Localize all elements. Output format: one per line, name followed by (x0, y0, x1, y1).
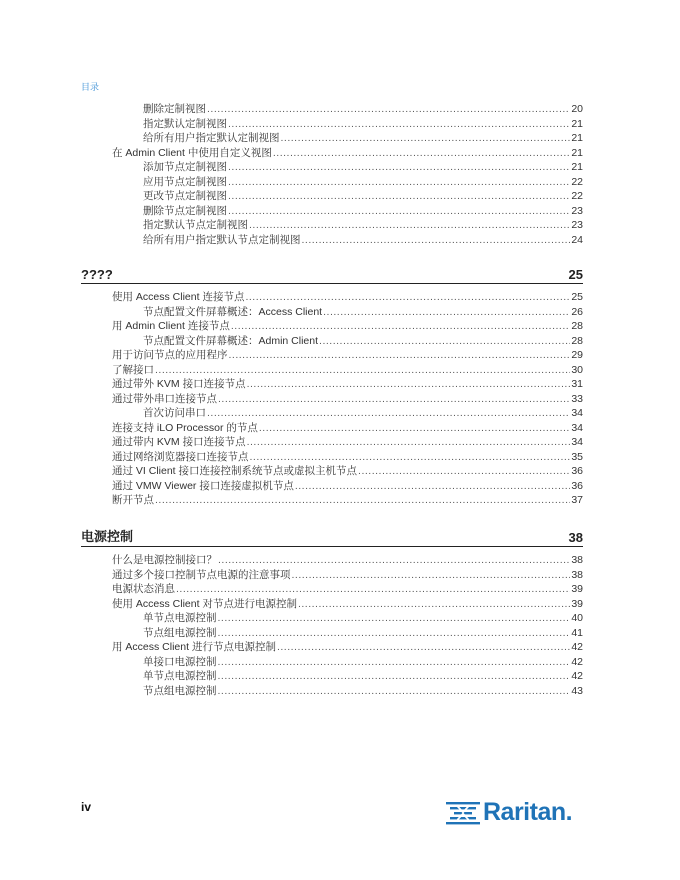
running-header: 目录 (81, 82, 100, 92)
toc-entry[interactable]: 首次访问串口 ..... 34 (143, 406, 583, 421)
toc-entry[interactable]: 电源状态消息 ..... 39 (112, 582, 583, 597)
toc-entry[interactable]: 了解接口 ..... 30 (112, 363, 583, 378)
raritan-logo-text: Raritan. (483, 798, 573, 826)
toc-entry[interactable]: 单节点电源控制 ..... 40 (143, 611, 583, 626)
toc-entry[interactable]: 在 Admin Client 中使用自定义视图 ..... 21 (112, 146, 583, 161)
toc-entry[interactable]: 通过网络浏览器接口连接节点 ..... 35 (112, 450, 583, 465)
toc-entry[interactable]: 给所有用户指定默认定制视图 ..... 21 (143, 131, 583, 146)
toc-entry[interactable]: 用 Admin Client 连接节点 ..... 28 (112, 319, 583, 334)
toc-entry[interactable]: 通过带外 KVM 接口连接节点 ..... 31 (112, 377, 583, 392)
toc-entry[interactable]: 单接口电源控制 ..... 42 (143, 655, 583, 670)
section-page: 38 (568, 530, 583, 545)
section-title: 电源控制 (81, 529, 134, 544)
toc-entry[interactable]: 给所有用户指定默认节点定制视图 ..... 24 (143, 233, 583, 248)
toc-entry[interactable]: 断开节点 ..... 37 (112, 493, 583, 508)
toc-entry[interactable]: 使用 Access Client 对节点进行电源控制 ..... 39 (112, 597, 583, 612)
toc-entry[interactable]: 节点配置文件屏幕概述：Access Client ..... 26 (143, 305, 583, 320)
toc-entry[interactable]: 通过 VMW Viewer 接口连接虚拟机节点 ..... 36 (112, 479, 583, 494)
toc-entry[interactable]: 什么是电源控制接口？ ..... 38 (112, 553, 583, 568)
section-title: ???? (81, 267, 113, 282)
raritan-logo-icon (446, 799, 480, 827)
toc-entry[interactable]: 节点组电源控制 ..... 41 (143, 626, 583, 641)
toc-entry[interactable]: 单节点电源控制 ..... 42 (143, 669, 583, 684)
section-heading[interactable] (81, 264, 583, 284)
section-page: 25 (568, 267, 583, 282)
toc-entry[interactable]: 指定默认定制视图 ..... 21 (143, 117, 583, 132)
toc-entry[interactable]: 通过带外串口连接节点 ..... 33 (112, 392, 583, 407)
toc-entry[interactable]: 连接支持 iLO Processor 的节点 ..... 34 (112, 421, 583, 436)
toc-entry[interactable]: 通过 VI Client 接口连接控制系统节点或虚拟主机节点 ..... 36 (112, 464, 583, 479)
toc-entry[interactable]: 节点组电源控制 ..... 43 (143, 684, 583, 699)
toc-entry[interactable]: 节点配置文件屏幕概述：Admin Client ..... 28 (143, 334, 583, 349)
toc-entry[interactable]: 删除定制视图 ..... 20 (143, 102, 583, 117)
raritan-logo (446, 798, 572, 827)
toc-entry[interactable]: 用 Access Client 进行节点电源控制 ..... 42 (112, 640, 583, 655)
toc-entry[interactable]: 通过带内 KVM 接口连接节点 ..... 34 (112, 435, 583, 450)
toc-entry[interactable]: 更改节点定制视图 ..... 22 (143, 189, 583, 204)
toc-entry[interactable]: 用于访问节点的应用程序 ..... 29 (112, 348, 583, 363)
toc-entry[interactable]: 通过多个接口控制节点电源的注意事项 ..... 38 (112, 568, 583, 583)
toc-entry[interactable]: 删除节点定制视图 ..... 23 (143, 204, 583, 219)
section-heading[interactable] (81, 527, 583, 547)
toc-entry[interactable]: 应用节点定制视图 ..... 22 (143, 175, 583, 190)
toc-entry[interactable]: 使用 Access Client 连接节点 ..... 25 (112, 290, 583, 305)
page-number: iv (81, 800, 92, 814)
toc-entry[interactable]: 添加节点定制视图 ..... 21 (143, 160, 583, 175)
toc-entry[interactable]: 指定默认节点定制视图 ..... 23 (143, 218, 583, 233)
